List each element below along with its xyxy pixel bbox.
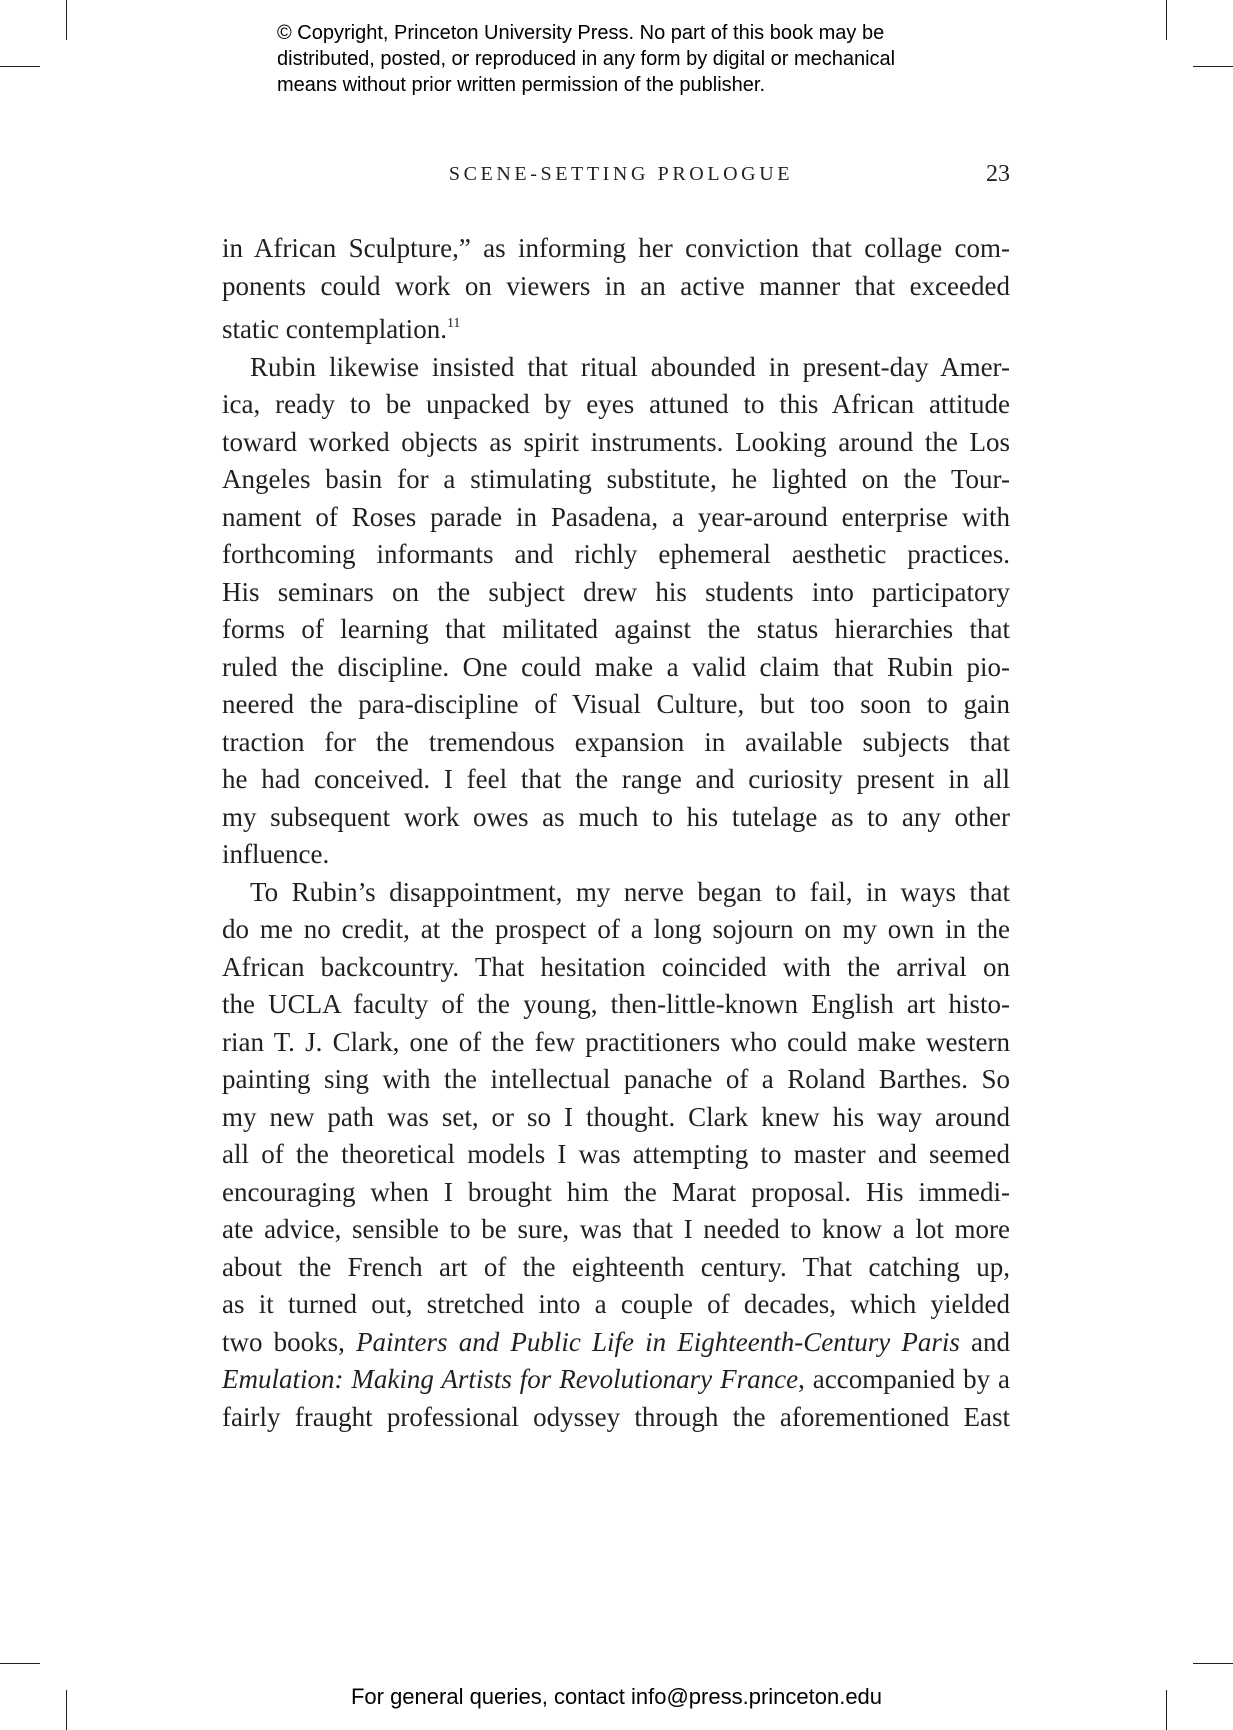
- crop-mark-bottom-left-h: [0, 1663, 40, 1664]
- book-title: Emulation: Making Artists for Revolutionary France: [222, 1364, 799, 1394]
- copyright-line: means without prior written permission of the publisher.: [277, 74, 766, 96]
- crop-mark-top-left: [66, 0, 67, 40]
- text-fragment: , accompanied by a: [798, 1364, 1010, 1394]
- copyright-line: distributed, posted, or reproduced in any form by digital or mechanical: [277, 48, 896, 70]
- text-line: all of the theoretical models I was attempting to master and seemed: [222, 1139, 1010, 1169]
- text-line: traction for the tremendous expansion in available subjects that: [222, 726, 1010, 757]
- paragraph-2: [222, 349, 1010, 874]
- text-line: His seminars on the subject drew his students into participatory: [222, 576, 1010, 607]
- copyright-notice: [277, 20, 1037, 98]
- text-line: [222, 1324, 1010, 1362]
- text-line: fairly fraught professional odyssey through the aforementioned East: [222, 1401, 1010, 1432]
- text-line: nament of Roses parade in Pasadena, a year-around enterprise with: [222, 501, 1010, 532]
- text-line: ica, ready to be unpacked by eyes attuned to this African attitude: [222, 389, 1010, 419]
- text-line: forms of learning that militated against the status hierarchies that: [222, 614, 1010, 644]
- running-title: SCENE-SETTING PROLOGUE: [448, 163, 794, 185]
- text-line: [222, 305, 1010, 349]
- crop-mark-bottom-right-h: [1193, 1663, 1233, 1664]
- text-line: toward worked objects as spirit instruments. Looking around the Los: [222, 426, 1010, 457]
- note-reference[interactable]: 11: [446, 316, 461, 331]
- text-line: ponents could work on viewers in an active manner that exceeded: [222, 270, 1010, 301]
- text-line: Angeles basin for a stimulating substitute, he lighted on the Tour-: [222, 464, 1010, 494]
- paragraph-3: [222, 874, 1010, 1437]
- text-line: about the French art of the eighteenth century. That catching up,: [222, 1251, 1010, 1282]
- paragraph-1: [222, 230, 1010, 349]
- text-fragment: static contemplation.: [222, 314, 447, 344]
- text-line: do me no credit, at the prospect of a long sojourn on my own in the: [222, 914, 1010, 944]
- text-line: my new path was set, or so I thought. Clark knew his way around: [222, 1101, 1010, 1132]
- text-fragment: and: [959, 1326, 1011, 1357]
- text-line: forthcoming informants and richly ephemeral aesthetic practices.: [222, 539, 1010, 569]
- text-line: To Rubin’s disappointment, my nerve began to fail, in ways that: [250, 876, 1010, 907]
- text-line: my subsequent work owes as much to his tutelage as to any other: [222, 801, 1010, 832]
- text-line: the UCLA faculty of the young, then-little-known English art histo-: [222, 989, 1010, 1019]
- text-line: he had conceived. I feel that the range and curiosity present in all: [222, 764, 1010, 794]
- text-fragment: two books,: [222, 1326, 357, 1357]
- text-line: Rubin likewise insisted that ritual abounded in present-day Amer-: [250, 351, 1010, 382]
- text-line: rian T. J. Clark, one of the few practitioners who could make western: [222, 1026, 1010, 1057]
- text-line: African backcountry. That hesitation coincided with the arrival on: [222, 951, 1010, 982]
- text-line: in African Sculpture,” as informing her conviction that collage com-: [222, 233, 1010, 263]
- crop-mark-top-right: [1166, 0, 1167, 40]
- footer-contact: For general queries, contact info@press.princeton.edu: [350, 1684, 883, 1709]
- text-line: as it turned out, stretched into a couple of decades, which yielded: [222, 1289, 1010, 1319]
- crop-mark-top-right-h: [1193, 66, 1233, 67]
- text-line: encouraging when I brought him the Marat proposal. His immedi-: [222, 1176, 1010, 1207]
- copyright-line: © Copyright, Princeton University Press. No part of this book may be: [277, 22, 885, 44]
- text-line: [222, 1361, 1010, 1399]
- crop-mark-top-left-h: [0, 66, 40, 67]
- body-text: [222, 230, 1010, 1436]
- page-number: 23: [986, 161, 1010, 187]
- text-line: painting sing with the intellectual panache of a Roland Barthes. So: [222, 1064, 1010, 1094]
- text-line: ate advice, sensible to be sure, was that I needed to know a lot more: [222, 1214, 1010, 1244]
- text-line: neered the para-discipline of Visual Culture, but too soon to gain: [222, 689, 1010, 719]
- running-head: [222, 160, 1010, 192]
- book-title: Painters and Public Life in Eighteenth-Century Paris: [356, 1326, 960, 1357]
- text-line: ruled the discipline. One could make a valid claim that Rubin pio-: [222, 651, 1010, 682]
- text-line: influence.: [222, 839, 330, 869]
